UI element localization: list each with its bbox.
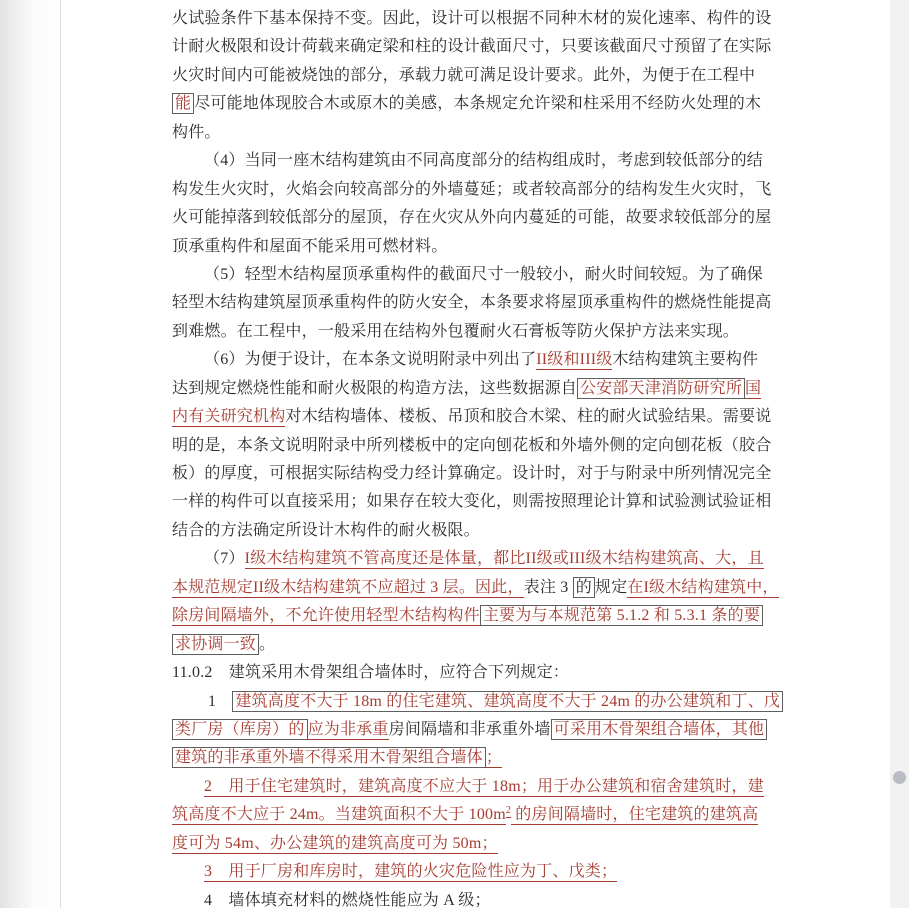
text-line <box>172 659 758 687</box>
text-line <box>172 233 758 261</box>
text-segment: 的 <box>573 577 595 598</box>
text-segment: 达到规定燃烧性能和耐火极限的构造方法，这些数据源自 <box>172 379 578 397</box>
text-line <box>172 830 758 858</box>
text-segment: （7） <box>204 550 245 568</box>
text-line <box>172 744 758 772</box>
text-line <box>172 346 758 374</box>
text-segment: 国 <box>745 379 762 397</box>
text-segment: I级木结构建筑不管高度还是体量，都比II级或III级木结构建筑高、大，且 <box>244 550 764 568</box>
text-segment: 求协调一致 <box>172 634 259 655</box>
text-segment: 建筑的非承重外墙不得采用木骨架组合墙体 <box>172 747 486 768</box>
scroll-indicator-dot[interactable] <box>893 771 906 784</box>
app-background-strip <box>890 0 909 908</box>
text-line <box>172 432 772 460</box>
text-segment: 火试验条件下基本保持不变。因此，设计可以根据不同种木材的炭化速率、构件的设 <box>172 10 772 27</box>
text-segment: 主要为与本规范第 5.1.2 和 5.3.1 条的要 <box>480 605 763 626</box>
text-line <box>172 403 772 431</box>
text-segment: 规定 <box>594 578 628 596</box>
text-segment: 在I级木结构建筑中， <box>627 578 779 596</box>
text-segment: 2 用于住宅建筑时，建筑高度不应大于 18m；用于办公建筑和宿舍建筑时，建 <box>204 777 764 795</box>
text-line <box>172 375 762 403</box>
text-segment: 木结构建筑主要构件 <box>612 351 759 369</box>
text-segment: 11.0.2 建筑采用木骨架组合墙体时，应符合下列规定： <box>172 664 570 682</box>
text-line <box>172 62 758 90</box>
text-segment: 火可能掉落到较低部分的屋顶，存在火灾从外向内蔓延的可能，故要求较低部分的屋 <box>172 209 772 227</box>
text-line <box>172 887 758 908</box>
text-line <box>172 716 765 744</box>
text-segment: 内有关研究机构 <box>172 408 286 426</box>
text-line <box>172 801 758 829</box>
text-segment: 除房间隔墙外，不允许使用轻型木结构构件 <box>172 607 480 625</box>
text-segment: 筑高度不大应于 24m。当建筑面积不大于 100m <box>172 806 506 824</box>
text-line <box>172 773 764 801</box>
text-segment: 明的是，本条文说明附录中所列楼板中的定向刨花板和外墙外侧的定向刨花板（胶合 <box>172 436 772 454</box>
text-segment: II级和III级 <box>536 351 613 369</box>
text-line <box>172 176 772 204</box>
text-segment: 本规范规定II级木结构建筑不应超过 3 层。因此， <box>172 578 524 596</box>
text-segment: 2 <box>505 804 512 816</box>
text-segment: ； <box>485 749 503 767</box>
page-edge-shadow <box>0 0 61 908</box>
text-segment: 3 用于厂房和库房时，建筑的火灾危险性应为丁、戊类； <box>204 863 618 881</box>
text-segment: 4 墙体填充材料的燃烧性能应为 A 级； <box>204 891 491 908</box>
text-segment: 房间隔墙和非承重外墙 <box>388 720 551 738</box>
text-segment: 一样的构件可以直接采用；如果存在较大变化，则需按照理论计算和试验测试验证相 <box>172 493 772 511</box>
text-segment: 公安部天津消防研究所 <box>577 378 745 399</box>
text-line <box>172 460 772 488</box>
text-segment: 的房间隔墙时，住宅建筑的建筑高 <box>511 806 759 824</box>
text-line <box>172 289 772 317</box>
text-segment: 能 <box>172 93 194 114</box>
text-line <box>172 318 758 346</box>
text-segment: 。 <box>259 635 276 653</box>
text-line <box>172 147 764 175</box>
document-page-text <box>172 5 781 908</box>
text-segment: 火灾时间内可能被烧蚀的部分，承载力就可满足设计要求。此外，为便于在工程中 <box>172 66 756 84</box>
text-segment: 应为非承重 <box>307 720 389 738</box>
text-segment: 可采用木骨架组合墙体，其他 <box>551 719 768 740</box>
text-segment: （5）轻型木结构屋顶承重构件的截面尺寸一般较小，耐火时间较短。为了确保 <box>204 265 764 283</box>
text-segment: 1 <box>208 692 233 710</box>
text-line <box>172 5 772 33</box>
text-segment: 类厂房（库房）的 <box>172 719 308 740</box>
text-line <box>172 631 758 659</box>
text-segment: 结合的方法确定所设计木构件的耐火极限。 <box>172 521 480 539</box>
text-segment: 到难燃。在工程中，一般采用在结构外包覆耐火石膏板等防火保护方法来实现。 <box>172 322 740 340</box>
text-line <box>172 90 762 118</box>
text-segment: 表注 3 <box>523 578 573 596</box>
text-line <box>172 33 772 61</box>
text-line <box>172 517 758 545</box>
text-line <box>172 545 764 573</box>
text-line <box>172 204 772 232</box>
text-segment: 计耐火极限和设计荷载来确定梁和柱的设计截面尺寸，只要该截面尺寸预留了在实际 <box>172 38 772 56</box>
text-segment: 轻型木结构建筑屋顶承重构件的防火安全，本条要求将屋顶承重构件的燃烧性能提高 <box>172 294 772 312</box>
text-segment: 构件。 <box>172 123 221 141</box>
text-segment: 板）的厚度，可根据实际结构受力经计算确定。设计时，对于与附录中所列情况完全 <box>172 465 772 482</box>
text-line <box>172 119 758 147</box>
text-line <box>172 488 772 516</box>
text-line <box>172 574 779 602</box>
text-segment: （6）为便于设计，在本条文说明附录中列出了 <box>204 351 537 369</box>
text-line <box>172 261 764 289</box>
text-segment: 构发生火灾时，火焰会向较高部分的外墙蔓延；或者较高部分的结构发生火灾时，飞 <box>172 180 772 198</box>
text-segment: 对木结构墙体、楼板、吊顶和胶合木梁、柱的耐火试验结果。需要说 <box>285 408 772 426</box>
text-segment: 顶承重构件和屋面不能采用可燃材料。 <box>172 237 448 255</box>
text-line <box>172 688 781 716</box>
text-segment: 尽可能地体现胶合木或原木的美感，本条规定允许梁和柱采用不经防火处理的木 <box>194 95 762 113</box>
text-segment: 建筑高度不大于 18m 的住宅建筑、建筑高度不大于 24m 的办公建筑和丁、戊 <box>232 691 783 712</box>
text-line <box>172 858 758 886</box>
text-line <box>172 602 761 630</box>
text-segment: 度可为 54m、办公建筑的建筑高度可为 50m； <box>172 834 498 852</box>
text-segment: （4）当同一座木结构建筑由不同高度部分的结构组成时，考虑到较低部分的结 <box>204 152 764 170</box>
